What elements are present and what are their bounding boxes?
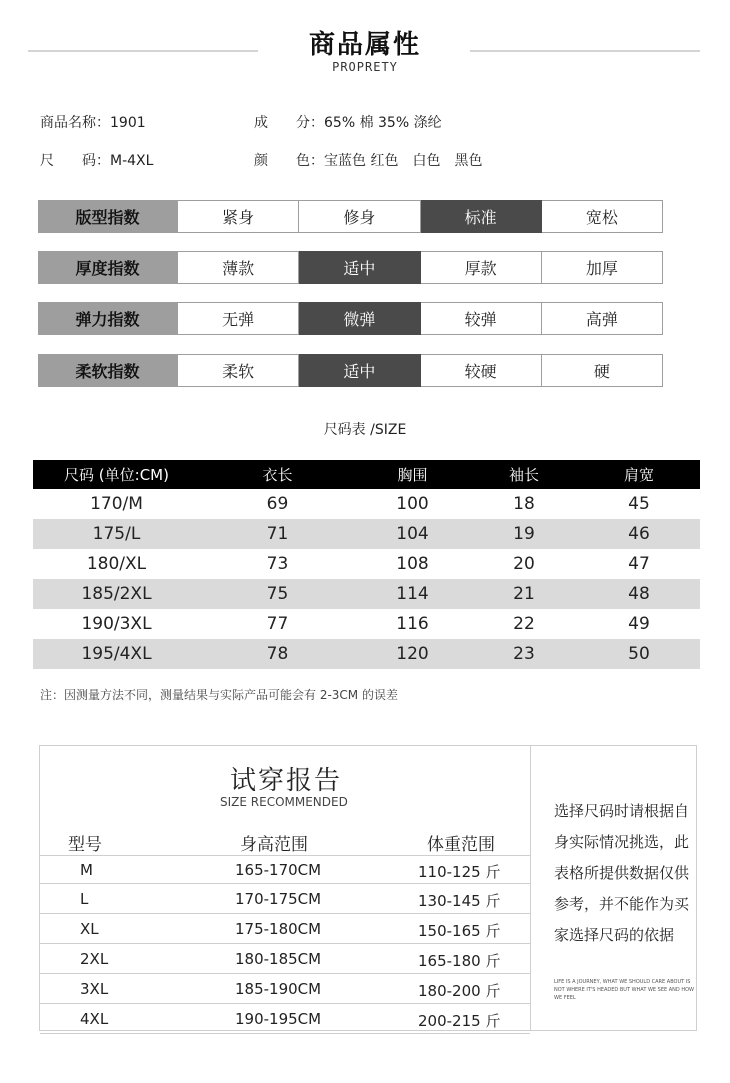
size-table-caption: 尺码表 /SIZE [323, 422, 407, 438]
index-option: 薄款 [177, 251, 299, 284]
report-side-text: 选择尺码时请根据自身实际情况挑选，此表格所提供数据仅供参考，并不能作为买家选择尺码的依据 [554, 802, 690, 944]
attr-color: 颜 色：宝蓝色 红色 白色 黑色 [254, 153, 483, 169]
report-cell: 180-185CM [235, 950, 322, 968]
size-table-cell: 170/M [90, 494, 143, 514]
size-table-cell: 47 [628, 554, 650, 574]
report-cell: 180-200 斤 [418, 982, 501, 1000]
size-table-cell: 23 [513, 644, 535, 664]
size-table-cell: 108 [396, 554, 429, 574]
size-table-cell: 22 [513, 614, 535, 634]
index-option: 无弹 [177, 302, 299, 335]
report-cell: 2XL [80, 950, 109, 968]
size-table-cell: 180/XL [86, 554, 147, 574]
size-col-header: 尺码 (单位:CM) [64, 466, 169, 484]
index-option: 较硬 [421, 354, 542, 387]
index-option-selected: 适中 [299, 354, 420, 387]
size-table-row [33, 609, 700, 639]
index-option: 修身 [299, 200, 420, 233]
report-header-weight: 体重范围 [427, 835, 495, 855]
size-table-cell: 46 [628, 524, 650, 544]
size-table-cell: 48 [628, 584, 650, 604]
report-row [40, 945, 530, 974]
size-table-cell: 77 [266, 614, 289, 634]
size-table-cell: 21 [513, 584, 535, 604]
attr-composition: 成 分：65% 棉 35% 涤纶 [254, 115, 442, 131]
report-cell: L [80, 890, 89, 908]
size-table-cell: 73 [266, 554, 289, 574]
size-table-cell: 114 [396, 584, 429, 604]
size-table-cell: 71 [266, 524, 289, 544]
measurement-note: 注：因测量方法不同，测量结果与实际产品可能会有 2-3CM 的误差 [40, 688, 398, 702]
attr-product-name: 商品名称：1901 [40, 115, 146, 131]
size-table-cell: 185/2XL [81, 584, 152, 604]
size-table-cell: 18 [513, 494, 535, 514]
index-option: 加厚 [542, 251, 663, 284]
size-table-cell: 175/L [92, 524, 141, 544]
index-label: 柔软指数 [38, 354, 177, 387]
report-cell: 3XL [80, 980, 109, 998]
report-cell: M [80, 861, 93, 879]
report-cell: 130-145 斤 [418, 892, 501, 910]
size-table-cell: 20 [513, 554, 535, 574]
size-table-row [33, 579, 700, 609]
index-option: 较弹 [421, 302, 542, 335]
index-option: 高弹 [542, 302, 663, 335]
size-table-cell: 45 [628, 494, 650, 514]
report-cell: 200-215 斤 [418, 1012, 501, 1030]
size-table-cell: 75 [266, 584, 289, 604]
index-label: 弹力指数 [38, 302, 177, 335]
report-divider [530, 746, 531, 1030]
size-table-cell: 195/4XL [81, 644, 152, 664]
size-table-cell: 78 [266, 644, 289, 664]
report-cell: 170-175CM [235, 890, 322, 908]
report-row [40, 975, 530, 1004]
report-row [40, 855, 530, 884]
shoulder-col-header: 肩宽 [623, 466, 654, 484]
report-row [40, 915, 530, 944]
size-table-cell: 190/3XL [81, 614, 152, 634]
report-cell: 150-165 斤 [418, 922, 501, 940]
report-cell: 185-190CM [235, 980, 322, 998]
index-row [38, 200, 663, 233]
report-cell: XL [80, 920, 99, 938]
size-table-cell: 100 [396, 494, 429, 514]
index-row [38, 354, 663, 387]
index-option: 宽松 [542, 200, 663, 233]
report-row [40, 1005, 530, 1034]
report-subtitle: SIZE RECOMMENDED [220, 795, 348, 809]
report-header-height: 身高范围 [240, 835, 308, 855]
index-option: 硬 [542, 354, 663, 387]
index-option: 柔软 [177, 354, 299, 387]
index-label: 厚度指数 [38, 251, 177, 284]
index-label: 版型指数 [38, 200, 177, 233]
size-table-cell: 120 [396, 644, 429, 664]
report-cell: 190-195CM [235, 1010, 322, 1028]
index-option-selected: 微弹 [299, 302, 420, 335]
index-option: 厚款 [421, 251, 542, 284]
report-cell: 175-180CM [235, 920, 322, 938]
size-table-row [33, 489, 700, 519]
report-cell: 4XL [80, 1010, 109, 1028]
report-cell: 165-180 斤 [418, 952, 501, 970]
size-table-cell: 50 [628, 644, 650, 664]
index-option: 紧身 [177, 200, 299, 233]
report-cell: 110-125 斤 [418, 863, 501, 881]
size-table [33, 460, 700, 669]
size-table-cell: 49 [628, 614, 650, 634]
report-header-model: 型号 [68, 835, 102, 855]
size-table-cell: 19 [513, 524, 535, 544]
size-table-row [33, 549, 700, 579]
index-option-selected: 标准 [421, 200, 542, 233]
page-title: 商品属性 [308, 30, 421, 60]
page-subtitle: PROPRETY [332, 60, 398, 74]
length-col-header: 衣长 [262, 466, 293, 484]
size-table-cell: 69 [266, 494, 289, 514]
attr-size: 尺 码：M-4XL [40, 153, 154, 169]
index-row [38, 251, 663, 284]
size-table-header [33, 460, 700, 489]
sleeve-col-header: 袖长 [508, 466, 539, 484]
fitting-report [39, 745, 697, 1031]
size-table-cell: 116 [396, 614, 429, 634]
report-side-small-text: LIFE IS A JOURNEY, WHAT WE SHOULD CARE ABOUT IS NOT WHERE IT'S HEADED BUT WHAT WE SEE AND HOW WE FEEL [554, 979, 694, 1001]
report-cell: 165-170CM [235, 861, 322, 879]
size-table-row [33, 639, 700, 669]
index-option-selected: 适中 [299, 251, 420, 284]
size-table-body [33, 489, 700, 669]
report-title: 试穿报告 [230, 766, 343, 796]
report-row [40, 885, 530, 914]
index-row [38, 302, 663, 335]
chest-col-header: 胸围 [397, 466, 428, 484]
size-table-cell: 104 [396, 524, 429, 544]
size-table-row [33, 519, 700, 549]
